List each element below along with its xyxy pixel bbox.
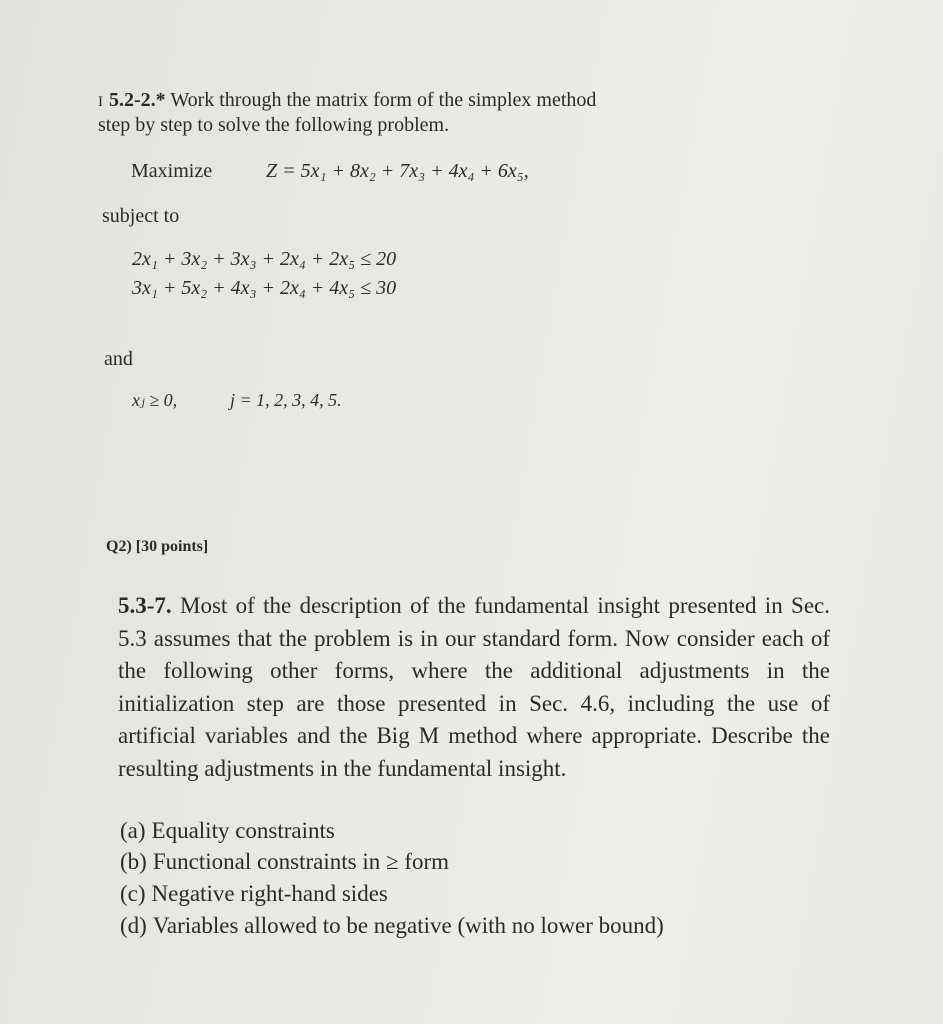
part-d-text: Variables allowed to be negative (with no lower bound) [152, 913, 664, 938]
subject-to-label: subject to [102, 205, 180, 227]
problem1-line2: step by step to solve the following problem. [98, 114, 450, 136]
problem2-paragraph [118, 590, 830, 786]
part-a-label: (a) [120, 818, 146, 843]
part-c [120, 881, 388, 907]
problem2-number: 5.3-7. [118, 593, 172, 618]
part-b-label: (b) [120, 849, 147, 874]
objective-function: Z = 5x₁ + 8x₂ + 7x₃ + 4x₄ + 6x₅, [266, 160, 529, 182]
part-c-label: (c) [120, 881, 146, 906]
problem1-line1: Work through the matrix form of the simplex method [170, 89, 597, 111]
part-b-text: Functional constraints in ≥ form [152, 849, 450, 874]
question2-header [106, 538, 208, 556]
question2-points: [30 points] [135, 538, 209, 555]
part-b [120, 849, 449, 875]
problem2-text: Most of the description of the fundamental insight presented in Sec. 5.3 assumes that the problem is in our standard form. Now consider each of the following other forms, where the additional adjustments in the initialization step are those presented in Sec. 4.6, including the use of artificial variables and the Big M method where appropriate. Describe the resulting adjustments in the fundamental insight. [118, 593, 830, 781]
and-label: and [104, 348, 133, 370]
constraint-1: 2x₁ + 3x₂ + 3x₃ + 2x₄ + 2x₅ ≤ 20 [132, 248, 397, 270]
problem1-number: 5.2-2.* [109, 89, 166, 111]
maximize-label: Maximize [131, 160, 213, 182]
nonnegativity-constraint: xⱼ ≥ 0, [132, 390, 178, 410]
part-d [120, 913, 664, 939]
part-a-text: Equality constraints [151, 818, 335, 843]
index-range: j = 1, 2, 3, 4, 5. [230, 390, 342, 410]
question2-label: Q2) [106, 538, 132, 555]
constraint-2: 3x₁ + 5x₂ + 4x₃ + 2x₄ + 4x₅ ≤ 30 [132, 277, 397, 299]
part-d-label: (d) [120, 913, 147, 938]
problem1-prefix: I [98, 94, 103, 110]
part-a [120, 818, 335, 844]
part-c-text: Negative right-hand sides [151, 881, 388, 906]
problem1-heading [98, 86, 596, 116]
